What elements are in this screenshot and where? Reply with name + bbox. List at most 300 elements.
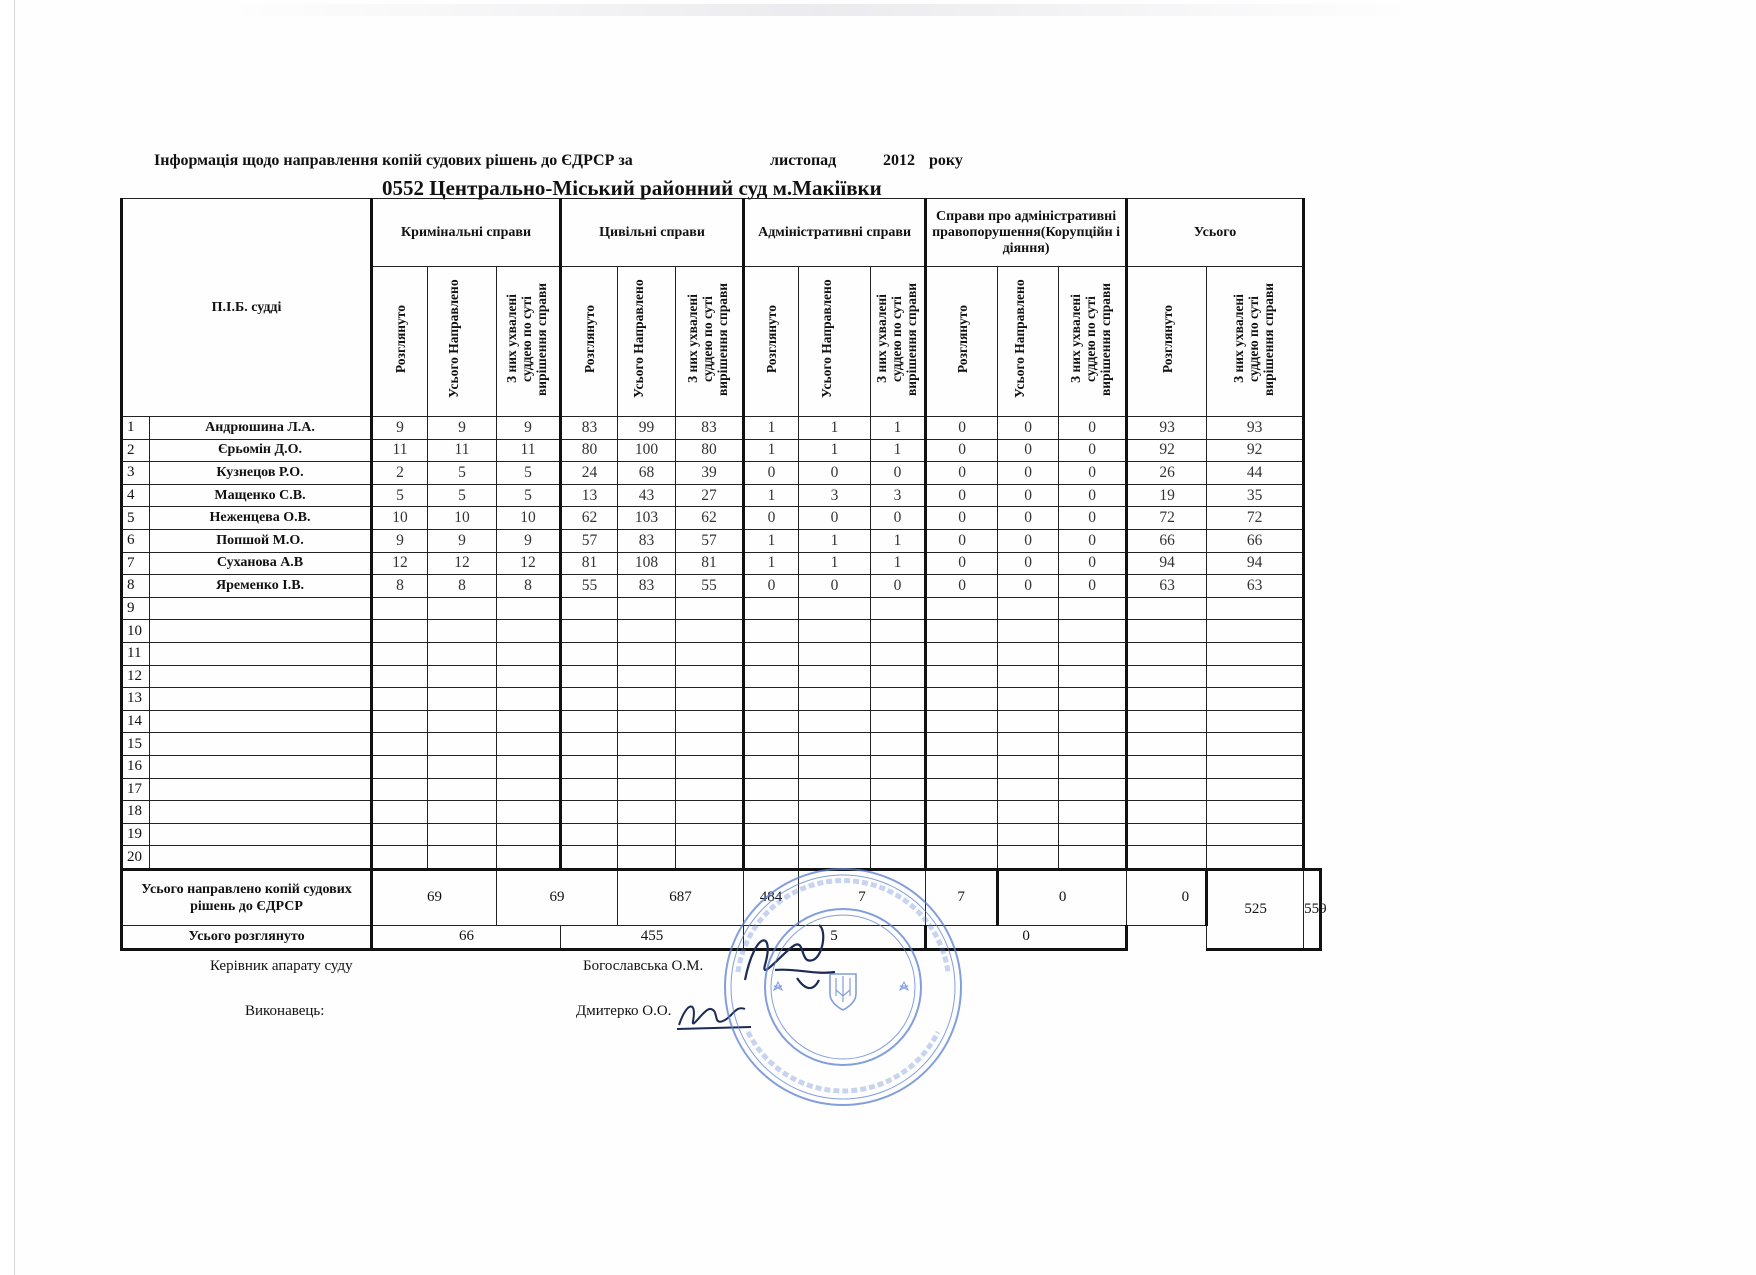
table-cell	[744, 642, 799, 665]
judge-name: Мащенко С.В.	[150, 484, 372, 507]
table-cell: 1	[799, 529, 871, 552]
table-cell	[1127, 688, 1207, 711]
row-number: 12	[122, 665, 150, 688]
table-cell: 3	[871, 484, 926, 507]
table-cell	[618, 620, 676, 643]
title-year-suffix: року	[929, 152, 963, 169]
col-sent: Усього Направлено	[1012, 279, 1028, 399]
totals-sent-row	[122, 869, 1321, 925]
table-cell: 0	[926, 417, 998, 440]
civil-group-header: Цивільні справи	[561, 199, 744, 267]
table-cell	[372, 846, 428, 870]
table-cell	[561, 620, 618, 643]
row-number: 2	[122, 439, 150, 462]
table-cell: 103	[618, 507, 676, 530]
table-cell	[561, 801, 618, 824]
table-cell	[871, 620, 926, 643]
table-cell: 66	[1127, 529, 1207, 552]
table-cell: 57	[676, 529, 744, 552]
table-cell: 0	[871, 507, 926, 530]
table-cell	[998, 778, 1059, 801]
col-considered: Розглянуто	[1159, 304, 1175, 374]
table-cell	[1127, 823, 1207, 846]
table-cell	[1059, 597, 1127, 620]
table-cell	[497, 642, 561, 665]
table-cell: 0	[926, 529, 998, 552]
table-cell	[1127, 642, 1207, 665]
judge-name	[150, 823, 372, 846]
table-cell: 68	[618, 462, 676, 485]
table-cell	[1059, 801, 1127, 824]
col-approved: З них ухвалені суддею по суті вирішення справи	[685, 282, 731, 396]
table-row	[122, 801, 1321, 824]
table-cell	[744, 755, 799, 778]
judge-name	[150, 710, 372, 733]
total-civil-sent: 687	[618, 869, 744, 925]
col-considered: Розглянуто	[582, 304, 598, 374]
table-cell	[1059, 823, 1127, 846]
table-cell	[561, 846, 618, 870]
table-cell	[799, 597, 871, 620]
table-cell	[561, 778, 618, 801]
table-cell	[497, 755, 561, 778]
table-cell: 1	[744, 417, 799, 440]
table-cell: 1	[744, 484, 799, 507]
totals-sent-label: Усього направлено копій судових рішень до ЄДРСР	[122, 869, 372, 925]
table-row	[122, 529, 1321, 552]
row-number: 14	[122, 710, 150, 733]
table-cell: 19	[1127, 484, 1207, 507]
head-name: Богославська О.М.	[583, 958, 704, 974]
head-label: Керівник апарату суду	[210, 958, 353, 974]
table-cell	[744, 710, 799, 733]
criminal-group-header: Кримінальні справи	[372, 199, 561, 267]
table-cell: 63	[1127, 575, 1207, 598]
grand-total-considered: 525	[1207, 869, 1304, 949]
col-sent: Усього Направлено	[818, 279, 834, 399]
table-row	[122, 620, 1321, 643]
table-cell: 94	[1207, 552, 1304, 575]
table-row	[122, 417, 1321, 440]
table-cell	[1207, 733, 1304, 756]
judge-name	[150, 755, 372, 778]
table-cell: 0	[926, 552, 998, 575]
table-cell	[676, 688, 744, 711]
table-cell	[428, 823, 497, 846]
row-number: 13	[122, 688, 150, 711]
table-cell: 44	[1207, 462, 1304, 485]
totals-considered-label: Усього розглянуто	[122, 925, 372, 949]
table-cell: 0	[799, 462, 871, 485]
table-cell	[1207, 755, 1304, 778]
col-considered: Розглянуто	[764, 304, 780, 374]
table-cell: 0	[926, 507, 998, 530]
table-cell: 0	[998, 507, 1059, 530]
table-cell	[744, 778, 799, 801]
table-cell: 0	[1059, 552, 1127, 575]
table-row	[122, 507, 1321, 530]
table-cell: 93	[1207, 417, 1304, 440]
table-row	[122, 597, 1321, 620]
table-cell: 5	[372, 484, 428, 507]
table-cell	[871, 597, 926, 620]
table-cell	[799, 642, 871, 665]
col-approved: З них ухвалені суддею по суті вирішення справи	[873, 282, 919, 396]
table-cell	[799, 688, 871, 711]
total-offenses-sent: 0	[998, 869, 1127, 925]
table-cell: 8	[372, 575, 428, 598]
table-row	[122, 733, 1321, 756]
table-cell	[676, 755, 744, 778]
table-row	[122, 462, 1321, 485]
row-number: 18	[122, 801, 150, 824]
table-cell: 0	[998, 484, 1059, 507]
table-cell	[1127, 733, 1207, 756]
table-cell	[871, 778, 926, 801]
table-cell	[871, 755, 926, 778]
table-cell	[561, 597, 618, 620]
table-cell	[1127, 846, 1207, 870]
table-cell	[1059, 733, 1127, 756]
table-cell: 55	[676, 575, 744, 598]
table-cell	[618, 823, 676, 846]
table-cell	[871, 665, 926, 688]
table-cell	[618, 710, 676, 733]
table-cell	[926, 755, 998, 778]
table-cell	[926, 846, 998, 870]
table-cell	[561, 733, 618, 756]
table-cell	[428, 801, 497, 824]
table-cell	[618, 597, 676, 620]
row-number: 8	[122, 575, 150, 598]
table-cell	[1127, 801, 1207, 824]
table-cell	[676, 733, 744, 756]
judge-name: Суханова А.В	[150, 552, 372, 575]
table-cell	[428, 733, 497, 756]
table-cell: 1	[871, 417, 926, 440]
table-cell	[799, 733, 871, 756]
table-row	[122, 778, 1321, 801]
table-cell	[1207, 846, 1304, 870]
table-cell	[1127, 778, 1207, 801]
table-cell: 99	[618, 417, 676, 440]
table-cell	[497, 846, 561, 870]
table-cell: 1	[799, 439, 871, 462]
table-cell: 0	[744, 507, 799, 530]
judge-name	[150, 642, 372, 665]
table-cell	[1207, 801, 1304, 824]
table-cell	[998, 620, 1059, 643]
table-cell	[676, 665, 744, 688]
table-cell: 5	[497, 462, 561, 485]
table-cell: 9	[372, 417, 428, 440]
table-row	[122, 823, 1321, 846]
table-cell	[676, 778, 744, 801]
row-number: 11	[122, 642, 150, 665]
table-cell	[428, 846, 497, 870]
table-row	[122, 439, 1321, 462]
admin-offenses-group-header: Справи про адміністративні правопорушення(Корупційн і діяння)	[926, 199, 1127, 267]
title-prefix: Інформація щодо направлення копій судових рішень до ЄДРСР за	[154, 152, 633, 169]
table-cell	[871, 823, 926, 846]
judge-name	[150, 665, 372, 688]
table-cell	[618, 846, 676, 870]
table-cell	[799, 710, 871, 733]
table-cell	[618, 733, 676, 756]
table-row	[122, 552, 1321, 575]
table-cell	[998, 642, 1059, 665]
table-cell	[744, 597, 799, 620]
row-number: 9	[122, 597, 150, 620]
table-cell	[799, 620, 871, 643]
table-cell	[1207, 642, 1304, 665]
table-cell	[1059, 846, 1127, 870]
col-considered: Розглянуто	[392, 304, 408, 374]
table-cell	[1207, 620, 1304, 643]
table-cell: 1	[744, 552, 799, 575]
table-cell	[1207, 823, 1304, 846]
table-cell	[676, 823, 744, 846]
executor-label: Виконавець:	[245, 1003, 325, 1019]
table-cell: 0	[998, 575, 1059, 598]
table-cell	[497, 597, 561, 620]
table-cell: 39	[676, 462, 744, 485]
table-cell	[998, 597, 1059, 620]
table-cell	[618, 665, 676, 688]
table-row	[122, 665, 1321, 688]
judge-name: Яременко І.В.	[150, 575, 372, 598]
table-cell	[744, 620, 799, 643]
table-cell	[372, 620, 428, 643]
row-number: 6	[122, 529, 150, 552]
table-cell	[871, 801, 926, 824]
table-cell	[428, 597, 497, 620]
row-number: 3	[122, 462, 150, 485]
total-criminal-sent: 69	[372, 869, 497, 925]
table-cell	[618, 801, 676, 824]
table-cell	[926, 710, 998, 733]
table-cell	[497, 620, 561, 643]
table-cell: 83	[618, 575, 676, 598]
judge-rows	[122, 417, 1321, 870]
table-cell: 11	[428, 439, 497, 462]
report-table	[120, 198, 1327, 951]
table-cell: 93	[1127, 417, 1207, 440]
col-sent: Усього Направлено	[446, 279, 462, 399]
table-cell: 8	[428, 575, 497, 598]
table-cell	[618, 688, 676, 711]
administrative-group-header: Адміністративні справи	[744, 199, 926, 267]
col-sent: Усього Направлено	[630, 279, 646, 399]
table-cell: 83	[618, 529, 676, 552]
table-cell: 0	[744, 575, 799, 598]
table-cell: 0	[799, 507, 871, 530]
table-cell	[497, 665, 561, 688]
table-cell: 3	[799, 484, 871, 507]
row-number: 19	[122, 823, 150, 846]
table-cell	[926, 688, 998, 711]
judge-name: Попшой М.О.	[150, 529, 372, 552]
table-cell: 0	[1059, 529, 1127, 552]
table-cell: 0	[926, 575, 998, 598]
row-number: 10	[122, 620, 150, 643]
table-cell	[1059, 642, 1127, 665]
table-cell	[998, 823, 1059, 846]
table-cell: 5	[428, 462, 497, 485]
table-cell	[372, 801, 428, 824]
table-cell	[561, 665, 618, 688]
considered-admin: 5	[744, 925, 926, 949]
table-cell: 0	[799, 575, 871, 598]
row-number: 7	[122, 552, 150, 575]
table-cell: 12	[372, 552, 428, 575]
table-cell	[676, 597, 744, 620]
table-cell: 0	[1059, 575, 1127, 598]
table-cell	[799, 778, 871, 801]
table-cell	[676, 642, 744, 665]
table-cell	[744, 688, 799, 711]
judge-name: Кузнецов Р.О.	[150, 462, 372, 485]
table-cell: 0	[926, 439, 998, 462]
table-cell	[372, 688, 428, 711]
row-number: 15	[122, 733, 150, 756]
judge-name: Андрюшина Л.А.	[150, 417, 372, 440]
table-cell	[497, 688, 561, 711]
table-cell: 57	[561, 529, 618, 552]
table-cell: 26	[1127, 462, 1207, 485]
table-cell	[1059, 688, 1127, 711]
total-offenses-approved: 0	[1127, 869, 1207, 925]
table-cell: 9	[497, 417, 561, 440]
table-row	[122, 642, 1321, 665]
table-cell	[744, 665, 799, 688]
table-cell: 62	[676, 507, 744, 530]
row-number: 1	[122, 417, 150, 440]
table-cell	[1127, 597, 1207, 620]
table-cell: 63	[1207, 575, 1304, 598]
table-cell	[676, 620, 744, 643]
table-cell	[1127, 755, 1207, 778]
table-cell	[871, 710, 926, 733]
table-cell: 9	[428, 529, 497, 552]
col-considered: Розглянуто	[954, 304, 970, 374]
table-cell: 81	[676, 552, 744, 575]
table-cell	[618, 755, 676, 778]
table-cell	[428, 620, 497, 643]
table-cell	[926, 778, 998, 801]
table-cell: 0	[998, 529, 1059, 552]
table-cell: 12	[497, 552, 561, 575]
table-cell: 9	[497, 529, 561, 552]
table-cell	[799, 665, 871, 688]
table-cell	[998, 688, 1059, 711]
table-cell	[1127, 710, 1207, 733]
table-cell	[1059, 710, 1127, 733]
total-admin-approved: 7	[926, 869, 998, 925]
table-cell: 83	[561, 417, 618, 440]
table-cell	[372, 597, 428, 620]
table-row	[122, 846, 1321, 870]
table-cell: 0	[1059, 484, 1127, 507]
table-cell	[926, 733, 998, 756]
table-cell	[871, 642, 926, 665]
table-cell	[561, 755, 618, 778]
table-cell: 43	[618, 484, 676, 507]
col-approved: З них ухвалені суддею по суті вирішення справи	[1068, 282, 1114, 396]
table-cell	[998, 665, 1059, 688]
judge-name: Неженцева О.В.	[150, 507, 372, 530]
considered-offenses: 0	[926, 925, 1127, 949]
table-cell: 62	[561, 507, 618, 530]
table-cell	[744, 733, 799, 756]
table-cell	[676, 710, 744, 733]
col-approved: З них ухвалені суддею по суті вирішення справи	[504, 282, 550, 396]
judge-name	[150, 801, 372, 824]
total-admin-sent: 7	[799, 869, 926, 925]
table-cell	[998, 755, 1059, 778]
row-number: 4	[122, 484, 150, 507]
table-cell	[372, 733, 428, 756]
table-cell	[926, 801, 998, 824]
table-cell: 1	[871, 439, 926, 462]
table-cell	[428, 755, 497, 778]
table-cell	[871, 846, 926, 870]
row-number: 16	[122, 755, 150, 778]
table-cell: 35	[1207, 484, 1304, 507]
table-cell	[1059, 665, 1127, 688]
judge-name	[150, 733, 372, 756]
table-cell	[1207, 710, 1304, 733]
table-cell	[926, 597, 998, 620]
table-cell: 81	[561, 552, 618, 575]
table-cell: 83	[676, 417, 744, 440]
table-cell: 0	[744, 462, 799, 485]
title-month: листопад	[770, 152, 837, 169]
table-cell: 1	[871, 552, 926, 575]
table-cell	[1207, 665, 1304, 688]
table-cell	[744, 801, 799, 824]
totals-considered-row	[122, 925, 1321, 949]
table-cell: 72	[1207, 507, 1304, 530]
row-number: 5	[122, 507, 150, 530]
table-cell: 55	[561, 575, 618, 598]
judge-name	[150, 597, 372, 620]
considered-criminal: 66	[372, 925, 561, 949]
table-cell	[871, 688, 926, 711]
table-cell: 72	[1127, 507, 1207, 530]
table-cell: 5	[497, 484, 561, 507]
table-cell: 1	[799, 552, 871, 575]
total-civil-approved: 484	[744, 869, 799, 925]
table-cell	[998, 846, 1059, 870]
table-cell: 0	[998, 462, 1059, 485]
row-number: 20	[122, 846, 150, 870]
table-cell: 8	[497, 575, 561, 598]
table-cell	[1207, 778, 1304, 801]
table-cell: 0	[1059, 462, 1127, 485]
table-cell	[372, 665, 428, 688]
table-cell	[998, 710, 1059, 733]
table-cell	[428, 688, 497, 711]
table-cell	[561, 688, 618, 711]
title-year: 2012	[883, 152, 915, 169]
table-cell	[1127, 620, 1207, 643]
table-cell	[428, 642, 497, 665]
table-cell: 11	[372, 439, 428, 462]
table-cell: 10	[497, 507, 561, 530]
judge-name	[150, 688, 372, 711]
judge-name	[150, 620, 372, 643]
